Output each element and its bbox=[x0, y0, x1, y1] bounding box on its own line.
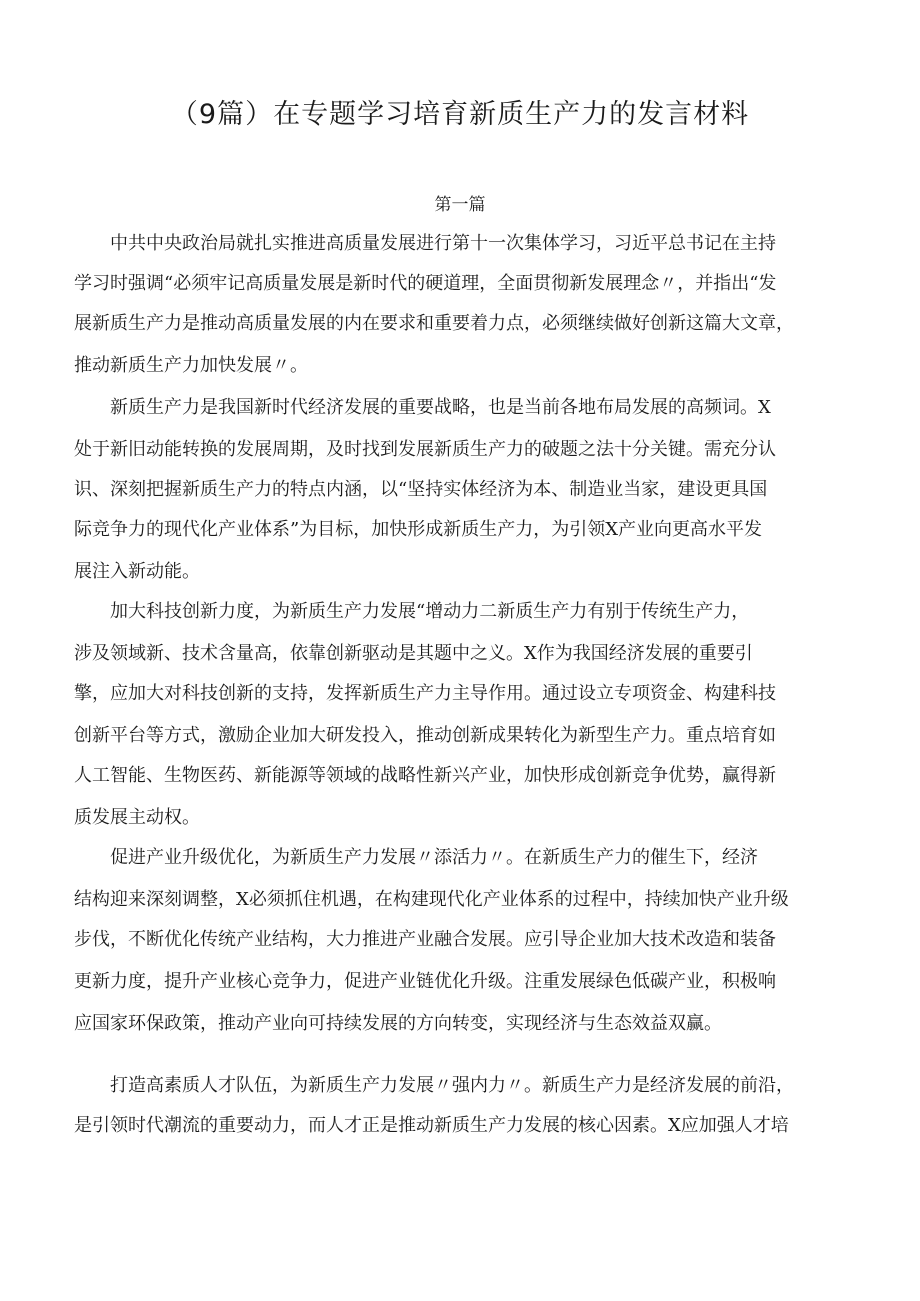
paragraph-line: 应国家环保政策，推动产业向可持续发展的方向转变，实现经济与生态效益双赢。 bbox=[74, 1013, 722, 1034]
paragraph-line: 新质生产力是我国新时代经济发展的重要战略，也是当前各地布局发展的高频词。X bbox=[74, 397, 771, 418]
paragraph-line: 加大科技创新力度，为新质生产力发展“增动力二新质生产力有别于传统生产力， bbox=[74, 601, 750, 622]
paragraph-line: 擎，应加大对科技创新的支持，发挥新质生产力主导作用。通过设立专项资金、构建科技 bbox=[74, 683, 776, 704]
section-heading: 第一篇 bbox=[434, 195, 486, 215]
document-title: （9篇）在专题学习培育新质生产力的发言材料 bbox=[170, 99, 750, 130]
paragraph-line: 打造高素质人才队伍，为新质生产力发展〃强内力〃。新质生产力是经济发展的前沿， bbox=[74, 1075, 794, 1096]
paragraph-line: 学习时强调“必须牢记高质量发展是新时代的硬道理，全面贯彻新发展理念〃，并指出“发 bbox=[74, 273, 777, 294]
paragraph-line: 质发展主动权。 bbox=[74, 807, 200, 828]
paragraph-line: 是引领时代潮流的重要动力，而人才正是推动新质生产力发展的核心因素。X应加强人才培 bbox=[74, 1115, 789, 1136]
paragraph-line: 际竞争力的现代化产业体系”为目标，加快形成新质生产力，为引领X产业向更高水平发 bbox=[74, 519, 763, 540]
paragraph-line: 更新力度，提升产业核心竞争力，促进产业链优化升级。注重发展绿色低碳产业，积极响 bbox=[74, 971, 776, 992]
paragraph-line: 展新质生产力是推动高质量发展的内在要求和重要着力点，必须继续做好创新这篇大文章， bbox=[74, 313, 794, 334]
paragraph-line: 人工智能、生物医药、新能源等领域的战略性新兴产业，加快形成创新竞争优势，赢得新 bbox=[74, 765, 776, 786]
paragraph-line: 中共中央政治局就扎实推进高质量发展进行第十一次集体学习，习近平总书记在主持 bbox=[74, 233, 776, 254]
paragraph-line: 涉及领域新、技术含量高，依靠创新驱动是其题中之义。X作为我国经济发展的重要引 bbox=[74, 643, 753, 664]
paragraph-line: 结构迎来深刻调整，X必须抓住机遇，在构建现代化产业体系的过程中，持续加快产业升级 bbox=[74, 889, 789, 910]
paragraph-line: 推动新质生产力加快发展〃。 bbox=[74, 355, 308, 376]
paragraph-line: 处于新旧动能转换的发展周期，及时找到发展新质生产力的破题之法十分关键。需充分认 bbox=[74, 439, 776, 460]
paragraph-line: 步伐，不断优化传统产业结构，大力推进产业融合发展。应引导企业加大技术改造和装备 bbox=[74, 929, 776, 950]
paragraph-line: 展注入新动能。 bbox=[74, 561, 200, 582]
paragraph-line: 识、深刻把握新质生产力的特点内涵，以“坚持实体经济为本、制造业当家，建设更具国 bbox=[74, 479, 768, 500]
paragraph-line: 创新平台等方式，激励企业加大研发投入，推动创新成果转化为新型生产力。重点培育如 bbox=[74, 725, 776, 746]
paragraph-line: 促进产业升级优化，为新质生产力发展〃添活力〃。在新质生产力的催生下，经济 bbox=[74, 847, 758, 868]
